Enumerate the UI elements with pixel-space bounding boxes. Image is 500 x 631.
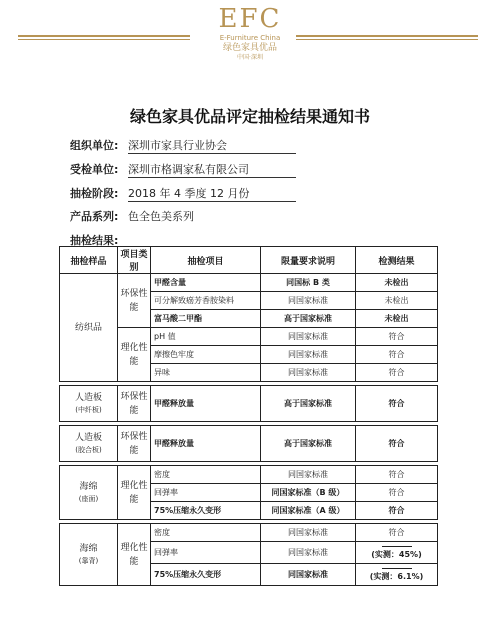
result-text: 符合 (356, 364, 438, 382)
category-name: 环保性能 (118, 274, 151, 328)
limit-text: 高于国家标准 (261, 426, 356, 462)
sample-name: 海绵 (79, 481, 98, 492)
result-cell (356, 564, 438, 586)
result-text: (实测：45%) (371, 549, 422, 559)
info-label: 产品系列: (70, 210, 119, 223)
result-text: (实测：6.1%) (369, 571, 424, 581)
sample-subtype: (靠背) (78, 556, 99, 565)
table-row (60, 386, 438, 422)
result-text: 未检出 (356, 310, 438, 328)
category-name: 环保性能 (118, 386, 151, 422)
item-name: 密度 (151, 466, 261, 484)
item-name: 甲醛释放量 (151, 386, 261, 422)
info-organizer (70, 137, 296, 154)
sample-cell (60, 386, 118, 422)
result-cell (356, 542, 438, 564)
info-inspection-stage (70, 185, 296, 202)
item-name: 甲醛含量 (151, 274, 261, 292)
result-text: 未检出 (356, 292, 438, 310)
item-name: 回弹率 (151, 484, 261, 502)
info-label: 组织单位: (70, 139, 119, 152)
table-row (60, 466, 438, 484)
sample-subtype: (胶合板) (75, 445, 102, 454)
limit-text: 同国家标准 (261, 328, 356, 346)
results-table (59, 246, 438, 586)
result-text: 符合 (356, 386, 438, 422)
limit-text: 高于国家标准 (261, 386, 356, 422)
limit-text: 同国标 B 类 (261, 274, 356, 292)
sample-name: 人造板 (74, 392, 102, 403)
brand-logo (200, 4, 300, 62)
logo-english-name: E-Furniture China (219, 34, 281, 42)
result-text: 符合 (356, 502, 438, 520)
sample-name: 海绵 (79, 543, 98, 554)
results-heading: 抽检结果: (70, 234, 119, 247)
document-title: 绿色家具优品评定抽检结果通知书 (129, 107, 370, 126)
info-value: 2018 年 4 季度 12 月份 (128, 185, 296, 202)
result-text: 符合 (356, 524, 438, 542)
limit-text: 同国家标准（B 级） (261, 484, 356, 502)
result-text: 未检出 (356, 274, 438, 292)
limit-text: 同国家标准 (261, 346, 356, 364)
header-item: 抽检项目 (151, 247, 261, 274)
sample-subtype: (中纤板) (75, 405, 102, 414)
category-name: 理化性能 (118, 328, 151, 382)
header-limit: 限量要求说明 (261, 247, 356, 274)
result-text: 符合 (356, 466, 438, 484)
limit-text: 同国家标准 (261, 542, 356, 564)
result-text: 符合 (356, 328, 438, 346)
result-text: 符合 (356, 346, 438, 364)
limit-text: 同国家标准 (261, 364, 356, 382)
header-category: 项目类别 (118, 247, 151, 274)
info-inspected-company (70, 161, 296, 178)
result-text: 符合 (356, 484, 438, 502)
logo-mark: EFC (218, 4, 282, 34)
info-value: 深圳市格调家私有限公司 (128, 161, 296, 178)
table-row (60, 274, 438, 292)
limit-text: 同国家标准（A 级） (261, 502, 356, 520)
sample-cell (60, 524, 118, 586)
limit-text: 同国家标准 (261, 292, 356, 310)
sample-subtype: (座面) (78, 494, 99, 503)
result-text: 符合 (356, 426, 438, 462)
item-name: 摩擦色牢度 (151, 346, 261, 364)
header-result: 检测结果 (356, 247, 438, 274)
sample-cell (60, 426, 118, 462)
info-product-series (70, 208, 296, 224)
item-name: 75%压缩永久变形 (151, 564, 261, 586)
dash-mark (382, 568, 412, 569)
limit-text: 同国家标准 (261, 564, 356, 586)
limit-text: 高于国家标准 (261, 310, 356, 328)
limit-text: 同国家标准 (261, 466, 356, 484)
header-sample: 抽检样品 (60, 247, 118, 274)
info-value: 色全色美系列 (128, 210, 194, 223)
info-label: 抽检阶段: (70, 187, 119, 200)
item-name: 甲醛释放量 (151, 426, 261, 462)
sample-name: 纺织品 (60, 274, 118, 382)
item-name: 异味 (151, 364, 261, 382)
sample-cell (60, 466, 118, 520)
category-name: 理化性能 (118, 524, 151, 586)
dash-mark (382, 546, 412, 547)
table-row (60, 524, 438, 542)
header-divider-right (296, 35, 478, 42)
item-name: 密度 (151, 524, 261, 542)
sample-name: 人造板 (74, 432, 102, 443)
item-name: 富马酸二甲酯 (151, 310, 261, 328)
info-label: 受检单位: (70, 163, 119, 176)
logo-chinese-name: 绿色家具优品 (222, 43, 277, 53)
header-divider-left (18, 35, 190, 42)
category-name: 环保性能 (118, 426, 151, 462)
item-name: 回弹率 (151, 542, 261, 564)
item-name: pH 值 (151, 328, 261, 346)
category-name: 理化性能 (118, 466, 151, 520)
logo-location: 中国·深圳 (237, 54, 263, 61)
item-name: 75%压缩永久变形 (151, 502, 261, 520)
info-value: 深圳市家具行业协会 (128, 137, 296, 154)
table-row (60, 426, 438, 462)
limit-text: 同国家标准 (261, 524, 356, 542)
item-name: 可分解致癌芳香胺染料 (151, 292, 261, 310)
